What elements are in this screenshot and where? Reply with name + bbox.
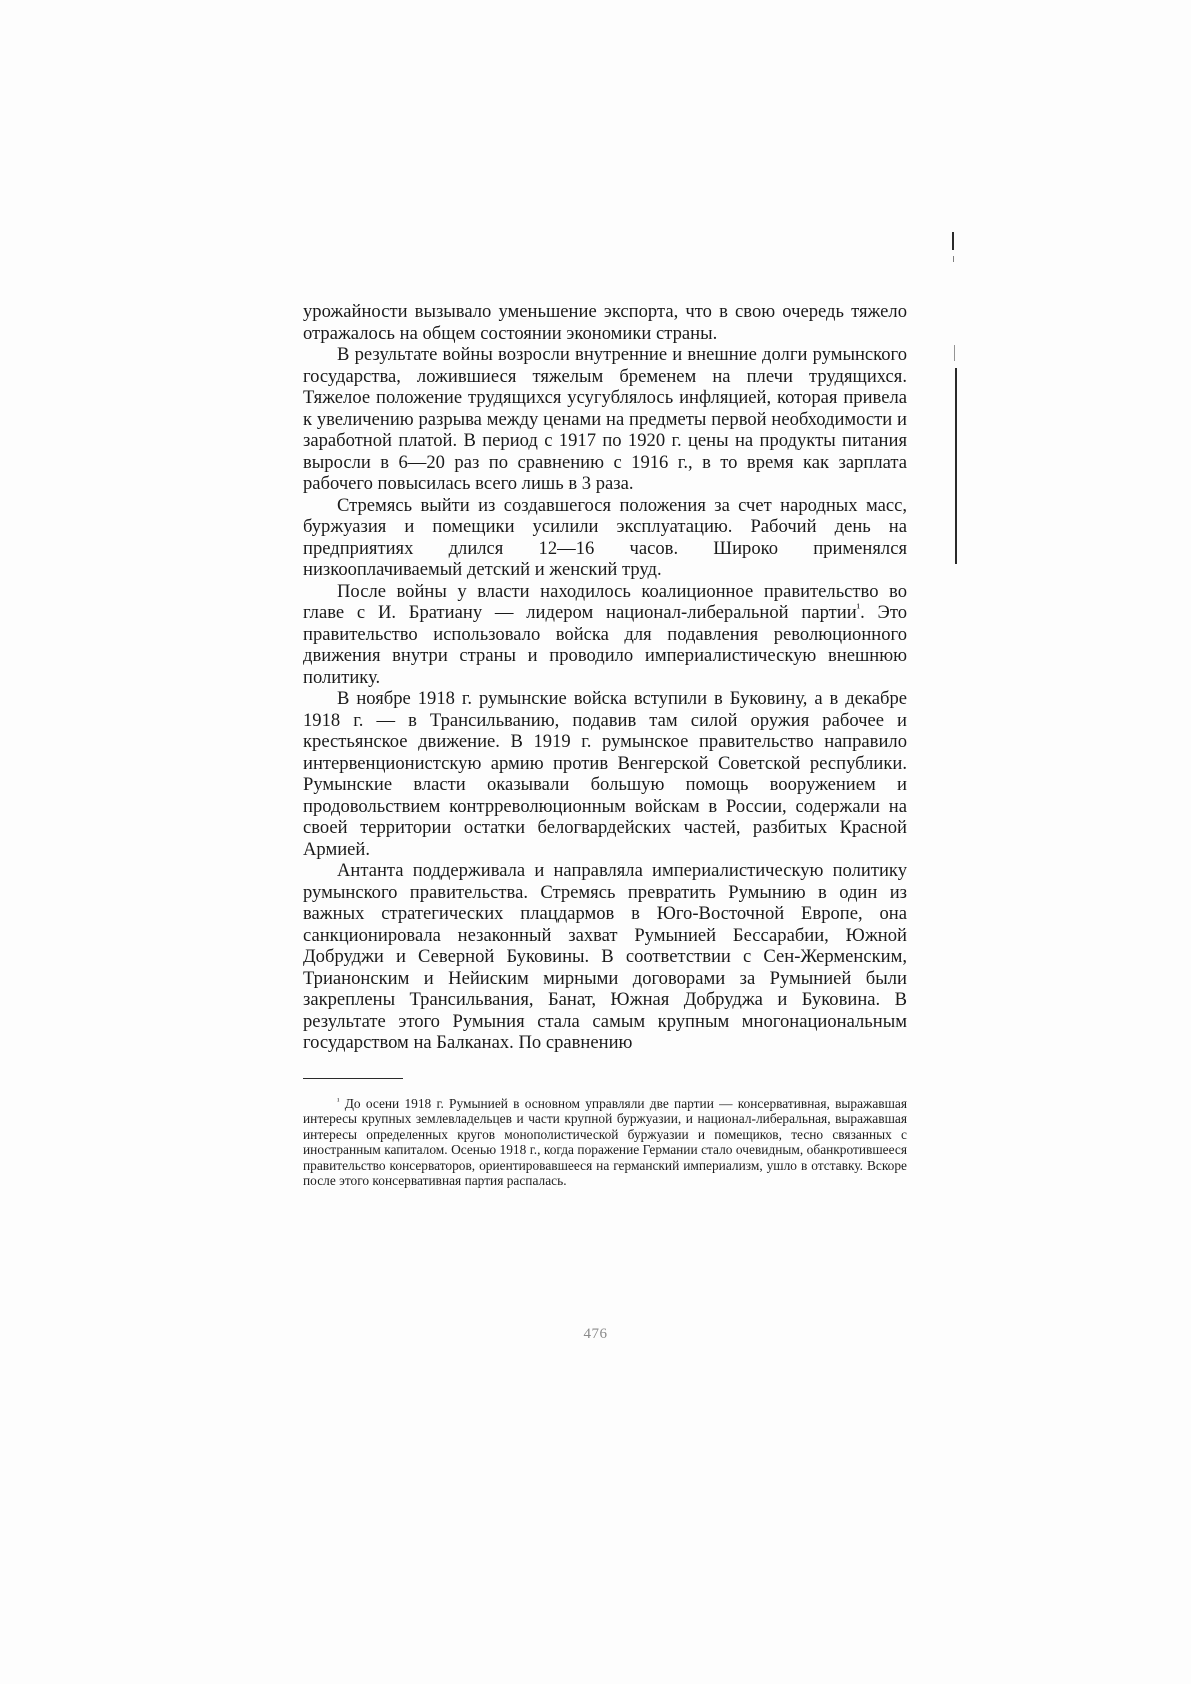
text-column [303,301,907,1189]
footnote-text: До осени 1918 г. Румынией в основном управляли две партии — консервативная, выражавшая интересы крупных землевладельцев и части крупной буржуазии, и национал-либеральная, выражавшая интересы определенных кругов монополистической буржуазии и помещиков, тесно связанных с иностранным капиталом. Осенью 1918 г., когда поражение Германии стало очевидным, обанкротившееся правительство консерваторов, ориентировавшееся на германский империализм, ушло в отставку. Вскоре после этого консервативная партия распалась. [303,1095,907,1189]
body-text [303,301,907,1054]
paragraph-text: После войны у власти находилось коалиционное правительство во главе с И. Братиану — лидером национал-либеральной партии [303,580,907,623]
footnote [303,1096,907,1190]
paragraph [303,581,907,689]
paragraph: урожайности вызывало уменьшение экспорта, что в свою очередь тяжело отражалось на общем состоянии экономики страны. [303,301,907,344]
paragraph: В результате войны возросли внутренние и внешние долги румынского государства, ложившиеся тяжелым бременем на плечи трудящихся. Тяжелое положение трудящихся усугублялось инфляцией, которая привела к увеличению разрыва между ценами на предметы первой необходимости и заработной платой. В период с 1917 по 1920 г. цены на продукты питания выросли в 6—20 раз по сравнению с 1916 г., в то время как зарплата рабочего повысилась всего лишь в 3 раза. [303,344,907,494]
footnote-divider [303,1078,403,1079]
footnote-reference[interactable]: ¹ [856,602,861,615]
scan-artifact-mark [953,256,954,262]
scan-artifact-mark [955,368,957,564]
scan-artifact-mark [952,232,954,250]
footnote-mark: ¹ [337,1095,340,1105]
paragraph: В ноябре 1918 г. румынские войска вступили в Буковину, а в декабре 1918 г. — в Трансильванию, подавив там силой оружия рабочее и крестьянское движение. В 1919 г. румынское правительство направило интервенционистскую армию против Венгерской Советской республики. Румынские власти оказывали большую помощь вооружением и продовольствием контрреволюционным войскам в России, содержали на своей территории остатки белогвардейских частей, разбитых Красной Армией. [303,688,907,860]
paragraph: Антанта поддерживала и направляла империалистическую политику румынского правительства. Стремясь превратить Румынию в один из важных стратегических плацдармов в Юго-Восточной Европе, она санкционировала незаконный захват Румынией Бессарабии, Южной Добруджи и Северной Буковины. В соответствии с Сен-Жерменским, Трианонским и Нейиским мирными договорами за Румынией были закреплены Трансильвания, Банат, Южная Добруджа и Буковина. В результате этого Румыния стала самым крупным многонациональным государством на Балканах. По сравнению [303,860,907,1053]
paragraph: Стремясь выйти из создавшегося положения за счет народных масс, буржуазия и помещики усилили эксплуатацию. Рабочий день на предприятиях длился 12—16 часов. Широко применялся низкооплачиваемый детский и женский труд. [303,494,907,580]
paragraph-text: . Это правительство использовало войска для подавления революционного движения внутри страны и проводило империалистическую внешнюю политику. [303,602,908,688]
page-number: 476 [583,1326,608,1342]
scan-artifact-mark [954,345,955,361]
